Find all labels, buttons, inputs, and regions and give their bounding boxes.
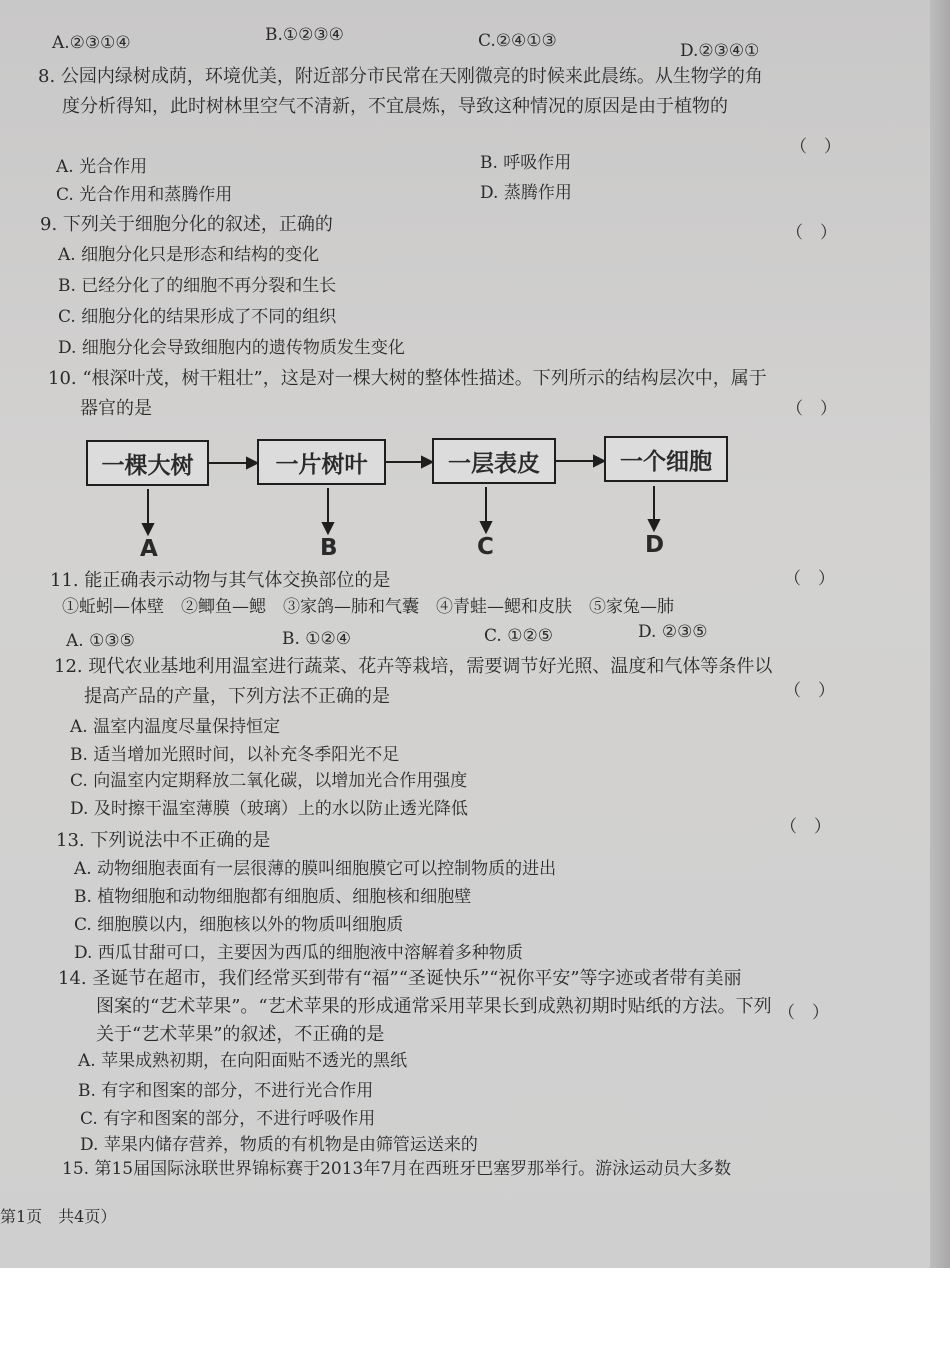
q8-option-a: A. 光合作用: [56, 157, 148, 177]
q13-option-d: D. 西瓜甘甜可口，主要因为西瓜的细胞液中溶解着多种物质: [74, 943, 523, 963]
top-option-b: B.①②③④: [265, 25, 344, 45]
q13-option-b: B. 植物细胞和动物细胞都有细胞质、细胞核和细胞壁: [74, 887, 472, 907]
q8-line1: 8. 公园内绿树成荫，环境优美，附近部分市民常在天刚微亮的时候来此晨练。从生物学的角: [38, 66, 763, 87]
q11-line1: 11. 能正确表示动物与其气体交换部位的是: [50, 570, 391, 591]
q14-option-d: D. 苹果内储存营养，物质的有机物是由筛管运送来的: [80, 1135, 478, 1155]
q11-option-a: A. ①③⑤: [66, 631, 135, 651]
q9-option-b: B. 已经分化了的细胞不再分裂和生长: [58, 276, 337, 296]
hierarchy-box-cell: 一个细胞: [604, 436, 728, 482]
hierarchy-box-epidermis: 一层表皮: [432, 438, 556, 484]
q14-line2: 图案的“艺术苹果”。“艺术苹果的形成通常采用苹果长到成熟初期时贴纸的方法。下列: [96, 996, 772, 1017]
q12-line2: 提高产品的产量，下列方法不正确的是: [84, 686, 390, 707]
q10-line2: 器官的是: [80, 398, 152, 419]
q14-line1: 14. 圣诞节在超市，我们经常买到带有“福”“圣诞快乐”“祝你平安”等字迹或者带有美丽: [58, 968, 742, 989]
q12-line1: 12. 现代农业基地利用温室进行蔬菜、花卉等栽培，需要调节好光照、温度和气体等条件以: [54, 656, 773, 677]
q8-option-b: B. 呼吸作用: [480, 153, 572, 173]
q10-hierarchy-arrows: [0, 0, 950, 600]
q14-line3: 关于“艺术苹果”的叙述，不正确的是: [96, 1024, 385, 1045]
q14-answer-paren: （ ）: [778, 1003, 829, 1023]
hierarchy-label-c: C: [477, 534, 494, 560]
q9-option-c: C. 细胞分化的结果形成了不同的组织: [58, 307, 337, 327]
top-option-a: A.②③①④: [52, 33, 131, 53]
q14-option-b: B. 有字和图案的部分，不进行光合作用: [78, 1081, 374, 1101]
q12-option-d: D. 及时擦干温室薄膜（玻璃）上的水以防止透光降低: [70, 799, 468, 819]
q10-answer-paren: （ ）: [786, 399, 837, 419]
q14-option-c: C. 有字和图案的部分，不进行呼吸作用: [80, 1109, 376, 1129]
q12-answer-paren: （ ）: [784, 681, 835, 701]
q9-line1: 9. 下列关于细胞分化的叙述，正确的: [40, 214, 333, 235]
q13-answer-paren: （ ）: [780, 817, 831, 837]
q8-line2: 度分析得知，此时树林里空气不清新，不宜晨炼，导致这种情况的原因是由于植物的: [62, 96, 728, 117]
hierarchy-label-d: D: [645, 532, 665, 558]
q11-items: ①蚯蚓—体壁 ②鲫鱼—鳃 ③家鸽—肺和气囊 ④青蛙—鳃和皮肤 ⑤家兔—肺: [62, 597, 674, 617]
hierarchy-box-tree: 一棵大树: [86, 440, 209, 486]
hierarchy-box-leaf: 一片树叶: [257, 439, 386, 485]
hierarchy-label-b: B: [320, 535, 338, 561]
q11-option-b: B. ①②④: [282, 629, 352, 649]
page-footer: 第1页 共4页）: [0, 1207, 117, 1226]
q12-option-c: C. 向温室内定期释放二氧化碳，以增加光合作用强度: [70, 771, 468, 791]
top-option-c: C.②④①③: [478, 31, 557, 51]
q13-option-c: C. 细胞膜以内，细胞核以外的物质叫细胞质: [74, 915, 404, 935]
q9-option-a: A. 细胞分化只是形态和结构的变化: [58, 245, 320, 265]
q12-option-a: A. 温室内温度尽量保持恒定: [70, 717, 281, 737]
top-option-d: D.②③④①: [680, 41, 760, 61]
q13-line1: 13. 下列说法中不正确的是: [56, 830, 271, 851]
q11-option-c: C. ①②⑤: [484, 626, 553, 646]
q9-answer-paren: （ ）: [786, 223, 837, 243]
q11-answer-paren: （ ）: [784, 569, 835, 589]
q13-option-a: A. 动物细胞表面有一层很薄的膜叫细胞膜它可以控制物质的进出: [74, 859, 557, 879]
hierarchy-label-a: A: [140, 536, 158, 562]
q8-answer-paren: （ ）: [790, 137, 841, 157]
q12-option-b: B. 适当增加光照时间，以补充冬季阳光不足: [70, 745, 400, 765]
q14-option-a: A. 苹果成熟初期，在向阳面贴不透光的黑纸: [78, 1051, 408, 1071]
q10-line1: 10. “根深叶茂，树干粗壮”，这是对一棵大树的整体性描述。下列所示的结构层次中，属于: [48, 368, 767, 389]
q15-line1: 15. 第15届国际泳联世界锦标赛于2013年7月在西班牙巴塞罗那举行。游泳运动员大多数: [62, 1159, 732, 1179]
q9-option-d: D. 细胞分化会导致细胞内的遗传物质发生变化: [58, 338, 405, 358]
q8-option-d: D. 蒸腾作用: [480, 183, 572, 203]
q11-option-d: D. ②③⑤: [638, 622, 708, 642]
q8-option-c: C. 光合作用和蒸腾作用: [56, 185, 233, 205]
